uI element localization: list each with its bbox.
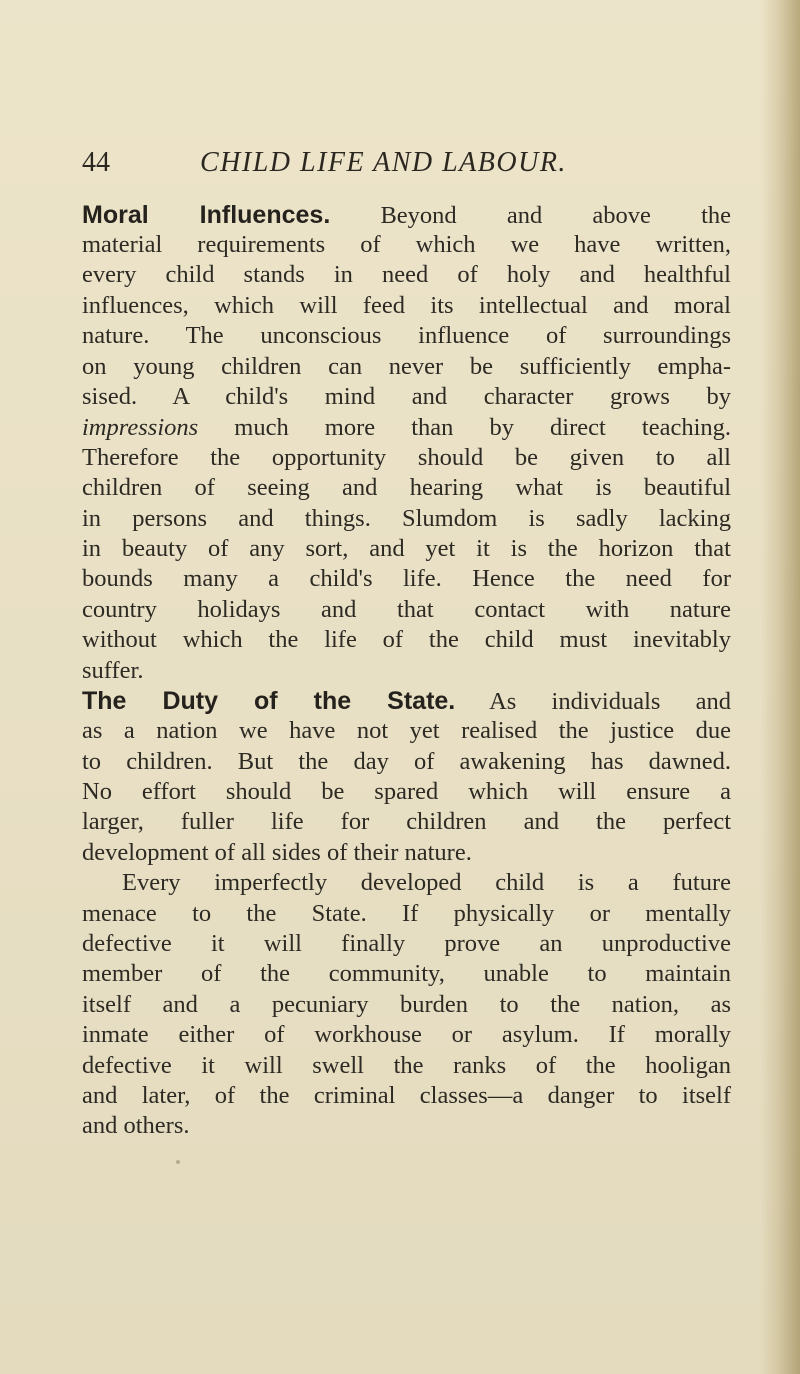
text-line: menace to the State. If physically or mentally — [82, 900, 731, 927]
text-line: nature. The unconscious influence of surroundings — [82, 322, 731, 349]
paper-speck — [176, 1160, 180, 1164]
text-line: larger, fuller life for children and the perfect — [82, 808, 731, 835]
text-line: itself and a pecuniary burden to the nation, as — [82, 991, 731, 1018]
text-line: No effort should be spared which will ensure a — [82, 778, 731, 805]
text-line: to children. But the day of awakening has dawned. — [82, 748, 731, 775]
text-line: country holidays and that contact with nature — [82, 596, 731, 623]
text-run: much more than by direct teaching. — [234, 414, 732, 441]
text-run: As individuals and — [489, 688, 731, 715]
page-number: 44 — [82, 147, 110, 178]
text-line: as a nation we have not yet realised the justice due — [82, 717, 731, 744]
italic-word: impressions — [82, 414, 199, 441]
text-line: influences, which will feed its intellectual and moral — [82, 292, 731, 319]
text-line: bounds many a child's life. Hence the need for — [82, 565, 731, 592]
text-line: defective it will finally prove an unproductive — [82, 930, 731, 957]
text-line: and later, of the criminal classes—a danger to itself — [82, 1082, 731, 1109]
text-line: Every imperfectly developed child is a future — [122, 869, 731, 896]
text-line: material requirements of which we have written, — [82, 231, 731, 258]
text-line: suffer. — [82, 657, 144, 684]
text-line — [82, 199, 731, 231]
text-line: in beauty of any sort, and yet it is the horizon that — [82, 535, 731, 562]
text-line: every child stands in need of holy and healthful — [82, 261, 731, 288]
text-run: Beyond and above the — [380, 202, 731, 229]
text-line: sised. A child's mind and character grows by — [82, 383, 731, 410]
text-line — [82, 412, 731, 444]
running-head: CHILD LIFE AND LABOUR. — [200, 147, 567, 178]
text-line: in persons and things. Slumdom is sadly lacking — [82, 505, 731, 532]
text-line: defective it will swell the ranks of the hooligan — [82, 1052, 731, 1079]
section-heading-duty-of-state: The Duty of the State. — [82, 687, 456, 715]
text-line: and others. — [82, 1112, 190, 1139]
text-line: inmate either of workhouse or asylum. If morally — [82, 1021, 731, 1048]
text-line — [82, 685, 731, 717]
text-line: on young children can never be sufficiently empha- — [82, 353, 731, 380]
text-line: without which the life of the child must inevitably — [82, 626, 731, 653]
text-line: member of the community, unable to maintain — [82, 960, 731, 987]
text-line: Therefore the opportunity should be given to all — [82, 444, 731, 471]
text-line: children of seeing and hearing what is beautiful — [82, 474, 731, 501]
text-line: development of all sides of their nature. — [82, 839, 472, 866]
section-heading-moral-influences: Moral Influences. — [82, 201, 331, 229]
